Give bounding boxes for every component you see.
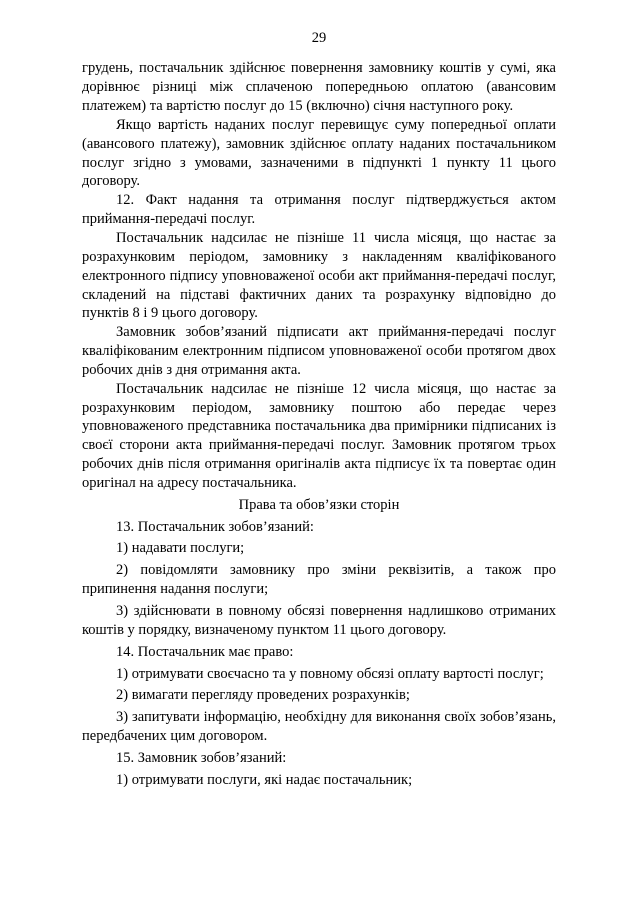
clause-13-item-3: 3) здійснювати в повному обсязі повернення надлишково отриманих коштів у порядку, визначеному пунктом 11 цього договору. xyxy=(82,603,556,638)
paragraph-overpayment: Якщо вартість наданих послуг перевищує суму попередньої оплати (авансового платежу), замовник здійснює оплату наданих постачальником послуг згідно з умовами, зазначеними в підпункті 1 пункту 11 цього договору. xyxy=(82,116,556,190)
clause-14-item-1: 1) отримувати своєчасно та у повному обсязі оплату вартості послуг; xyxy=(116,665,544,682)
paragraph-supplier-sends-11: Постачальник надсилає не пізніше 11 числа місяця, що настає за розрахунковим періодом, замовнику з накладенням кваліфікованого електронного підпису уповноваженої особи акт приймання-передачі послуг, складений на підставі фактичних даних та розрахунку відповідно до пунктів 8 і 9 цього договору. xyxy=(82,229,556,322)
paragraph-clause-12: 12. Факт надання та отримання послуг підтверджується актом приймання-передачі послуг. xyxy=(82,192,556,228)
clause-14-heading: 14. Постачальник має право: xyxy=(116,643,294,660)
document-body xyxy=(82,59,556,789)
page-number: 29 xyxy=(311,30,327,46)
clause-15-item-1: 1) отримувати послуги, які надає постачальник; xyxy=(116,771,413,788)
clause-13-item-1: 1) надавати послуги; xyxy=(116,540,245,557)
paragraph-supplier-sends-12: Постачальник надсилає не пізніше 12 числа місяця, що настає за розрахунковим періодом, замовнику поштою або передає через уповноваженого представника постачальника два примірники підписаних із своєї сторони акта приймання-передачі послуг. Замовник протягом трьох робочих днів після отримання оригіналів акта підписує їх та повертає один оригінал на адресу постачальника. xyxy=(82,380,556,491)
clause-15-heading: 15. Замовник зобов’язаний: xyxy=(116,749,287,766)
clause-14-item-2: 2) вимагати перегляду проведених розрахунків; xyxy=(116,687,410,704)
clause-13-heading: 13. Постачальник зобов’язаний: xyxy=(116,518,314,535)
clause-14-item-3: 3) запитувати інформацію, необхідну для виконання своїх зобов’язань, передбачених цим договором. xyxy=(82,709,556,745)
clause-13-item-2: 2) повідомляти замовнику про зміни реквізитів, а також про припинення надання послуги; xyxy=(82,562,556,598)
section-heading-rights-and-duties: Права та обов’язки сторін xyxy=(238,496,400,513)
paragraph-continuation: грудень, постачальник здійснює повернення замовнику коштів у сумі, яка дорівнює різниці між сплаченою попередньою оплатою (авансовим платежем) та вартістю послуг до 15 (включно) січня наступного року. xyxy=(82,60,556,115)
paragraph-customer-signs: Замовник зобов’язаний підписати акт приймання-передачі послуг кваліфікованим електронним підписом уповноваженої особи протягом двох робочих днів з дня отримання акта. xyxy=(82,324,556,378)
